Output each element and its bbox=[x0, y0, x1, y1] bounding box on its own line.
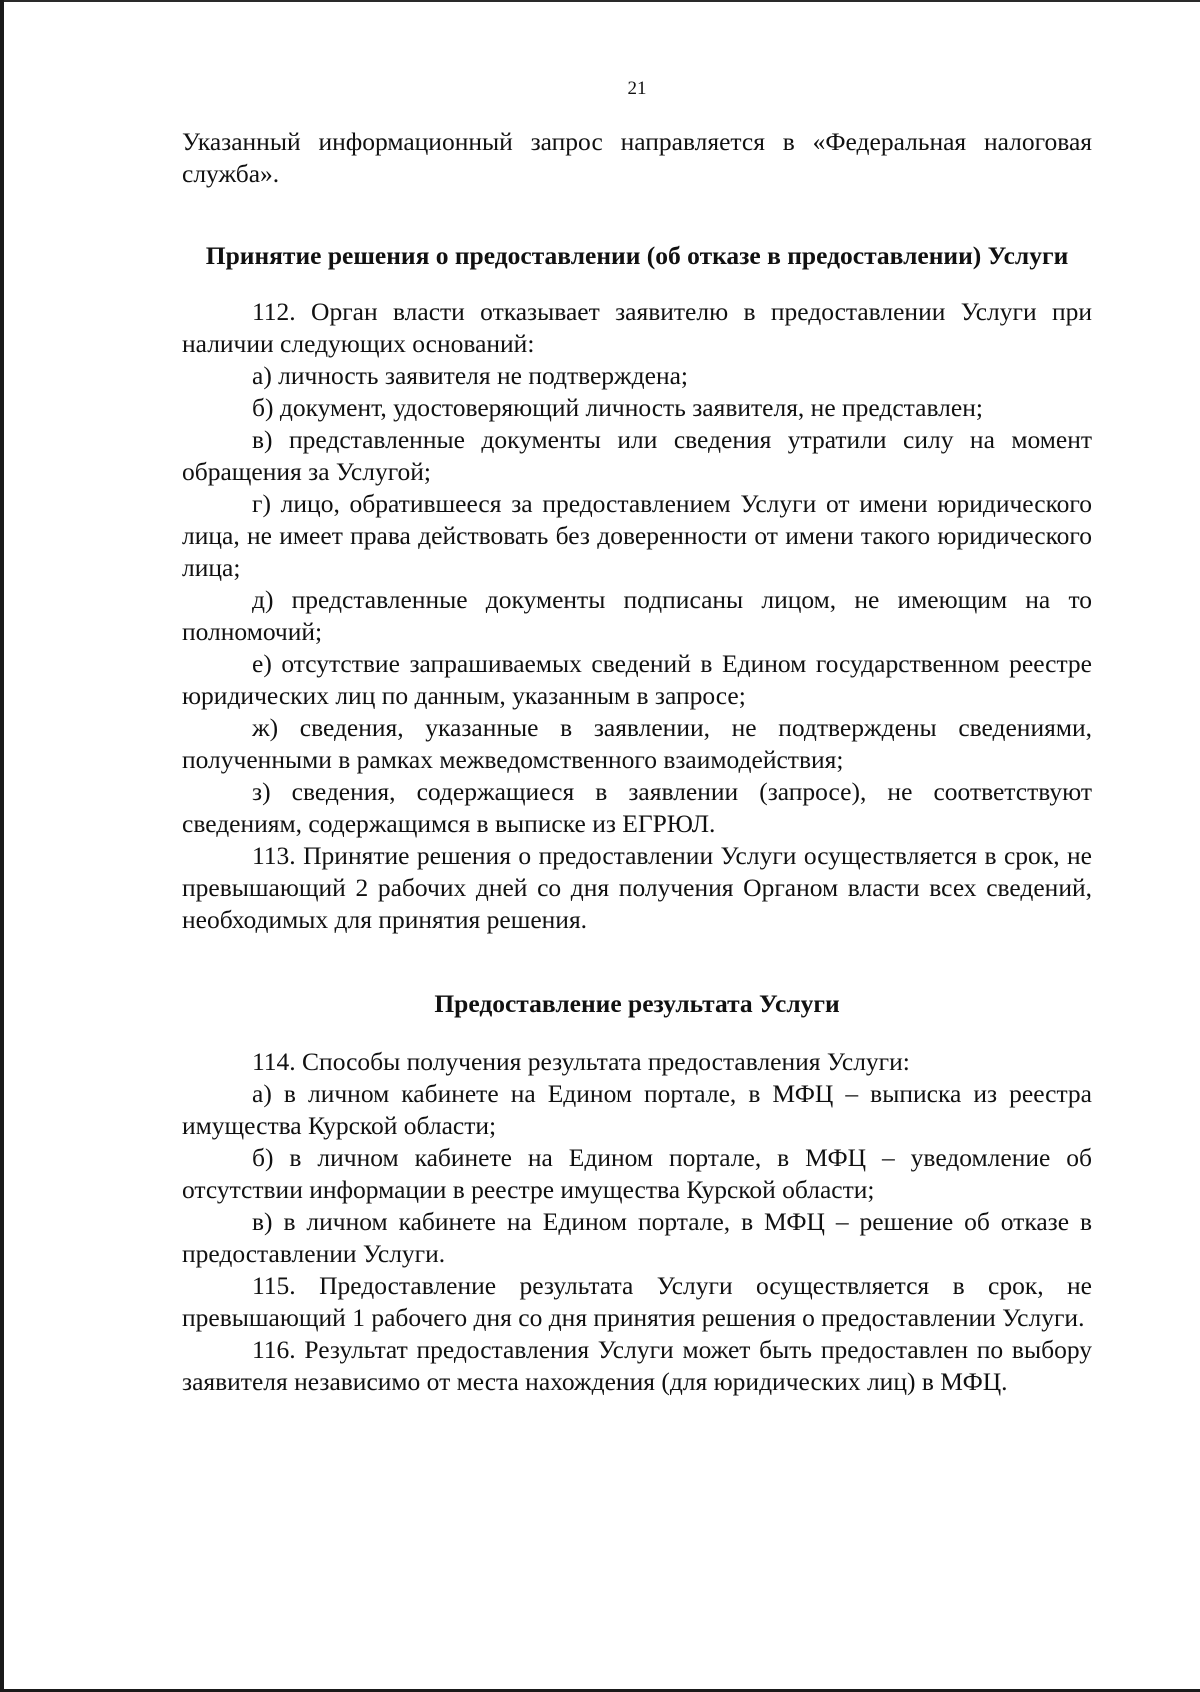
list-item-v: в) в личном кабинете на Едином портале, в МФЦ – решение об отказе в предоставлении Услуги. bbox=[182, 1207, 1092, 1268]
paragraph-115: 115. Предоставление результата Услуги осуществляется в срок, не превышающий 1 рабочего дня со дня принятия решения о предоставлении Услуги. bbox=[182, 1271, 1092, 1332]
list-item-b: б) документ, удостоверяющий личность заявителя, не представлен; bbox=[252, 393, 983, 422]
document-page bbox=[182, 78, 1092, 1398]
list-item-zh: ж) сведения, указанные в заявлении, не подтверждены сведениями, полученными в рамках межведомственного взаимодействия; bbox=[182, 713, 1092, 774]
list-item-v: в) представленные документы или сведения утратили силу на момент обращения за Услугой; bbox=[182, 425, 1092, 486]
paragraph-114: 114. Способы получения результата предоставления Услуги: bbox=[252, 1047, 910, 1076]
list-item-a: а) в личном кабинете на Едином портале, в МФЦ – выписка из реестра имущества Курской области; bbox=[182, 1079, 1092, 1140]
scan-edge-left bbox=[0, 0, 4, 1692]
page-number: 21 bbox=[627, 78, 647, 99]
paragraph-113: 113. Принятие решения о предоставлении Услуги осуществляется в срок, не превышающий 2 рабочих дней со дня получения Органом власти всех сведений, необходимых для принятия решения. bbox=[182, 841, 1092, 934]
list-item-z: з) сведения, содержащиеся в заявлении (запросе), не соответствуют сведениям, содержащимся в выписке из ЕГРЮЛ. bbox=[182, 777, 1092, 838]
list-item-d: д) представленные документы подписаны лицом, не имеющим на то полномочий; bbox=[182, 585, 1092, 646]
list-item-a: а) личность заявителя не подтверждена; bbox=[252, 361, 689, 390]
section-heading-result: Предоставление результата Услуги bbox=[434, 989, 840, 1018]
list-item-e: е) отсутствие запрашиваемых сведений в Едином государственном реестре юридических лиц по данным, указанным в запросе; bbox=[182, 649, 1092, 710]
scan-edge-top bbox=[0, 0, 1200, 2]
list-item-g: г) лицо, обратившееся за предоставлением Услуги от имени юридического лица, не имеет права действовать без доверенности от имени такого юридического лица; bbox=[182, 489, 1092, 582]
section-heading-decision: Принятие решения о предоставлении (об отказе в предоставлении) Услуги bbox=[205, 241, 1069, 270]
intro-paragraph: Указанный информационный запрос направляется в «Федеральная налоговая служба». bbox=[182, 127, 1092, 188]
paragraph-116: 116. Результат предоставления Услуги может быть предоставлен по выбору заявителя независимо от места нахождения (для юридических лиц) в МФЦ. bbox=[182, 1335, 1092, 1396]
list-item-b: б) в личном кабинете на Едином портале, в МФЦ – уведомление об отсутствии информации в реестре имущества Курской области; bbox=[182, 1143, 1092, 1204]
paragraph-112: 112. Орган власти отказывает заявителю в предоставлении Услуги при наличии следующих оснований: bbox=[182, 297, 1092, 358]
